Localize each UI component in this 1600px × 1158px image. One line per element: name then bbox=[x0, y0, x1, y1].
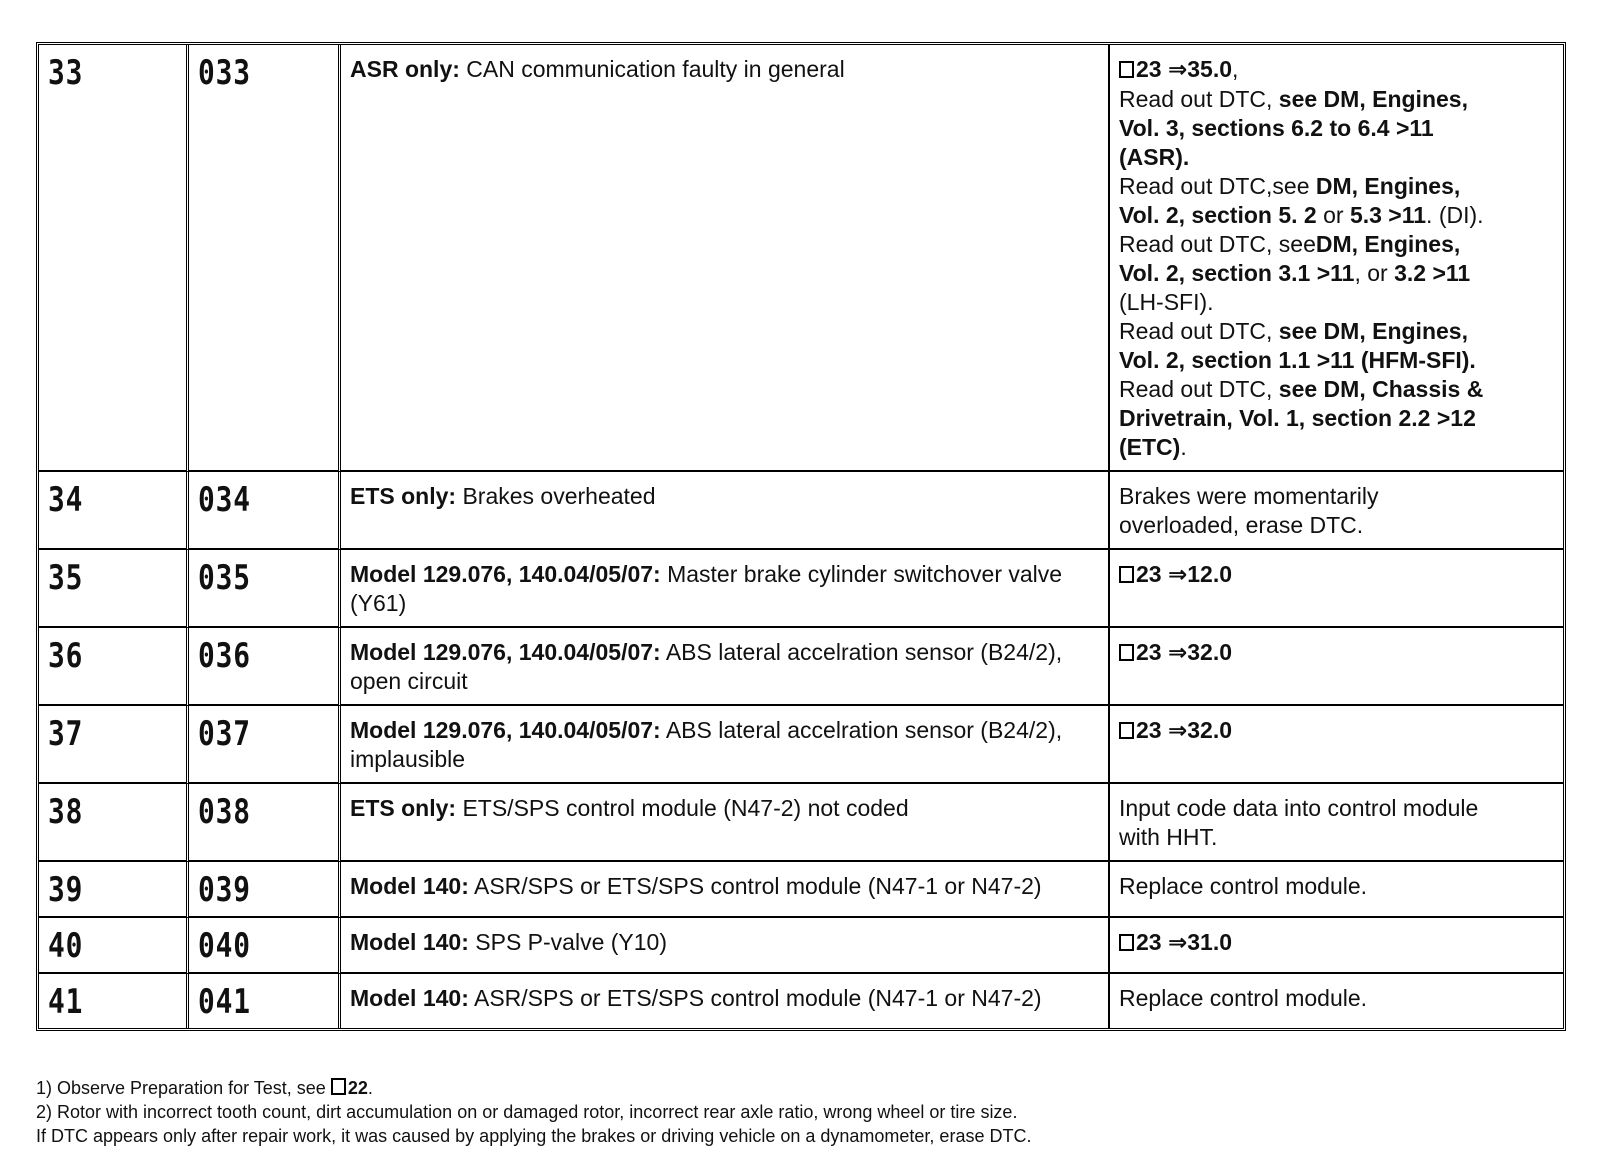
remedy-text: (ASR). bbox=[1119, 144, 1190, 170]
remedy-line bbox=[1119, 230, 1554, 259]
table-row bbox=[39, 472, 1563, 550]
dtc-table-sheet bbox=[36, 42, 1560, 1031]
table-row bbox=[39, 706, 1563, 784]
table-row bbox=[39, 918, 1563, 974]
cause-text: ABS lateral accelration sensor (B24/2), implausible bbox=[350, 717, 1069, 772]
cause-cell bbox=[341, 550, 1110, 628]
blink-code-cell bbox=[39, 974, 189, 1028]
hht-code-cell bbox=[189, 784, 341, 862]
remedy-text: Replace control module. bbox=[1119, 873, 1368, 899]
remedy-text: with HHT. bbox=[1119, 824, 1218, 850]
remedy-text: Vol. 2, section 5. 2 bbox=[1119, 202, 1317, 228]
remedy-text: overloaded, erase DTC. bbox=[1119, 512, 1364, 538]
remedy-text: 3.2 >11 bbox=[1394, 260, 1471, 286]
remedy-text: 23 bbox=[1136, 717, 1168, 743]
remedy-line bbox=[1119, 172, 1554, 201]
double-arrow-icon: ⇒ bbox=[1167, 718, 1188, 744]
cause-text: SPS P-valve (Y10) bbox=[468, 929, 668, 955]
remedy-cell bbox=[1110, 784, 1563, 862]
square-reference-icon bbox=[1119, 61, 1134, 78]
remedy-text: Drivetrain, Vol. 1, section 2.2 >12 bbox=[1119, 405, 1476, 431]
hht-code: 041 bbox=[198, 982, 251, 1022]
remedy-line bbox=[1119, 638, 1554, 668]
remedy-text: Replace control module. bbox=[1119, 985, 1368, 1011]
remedy-text: 5.3 >11 bbox=[1349, 202, 1427, 228]
remedy-cell bbox=[1110, 918, 1563, 974]
blink-code-cell bbox=[39, 628, 189, 706]
cause-cell bbox=[341, 472, 1110, 550]
remedy-line bbox=[1119, 511, 1554, 540]
remedy-text: 32.0 bbox=[1187, 717, 1233, 743]
cause-qualifier: Model 129.076, 140.04/05/07: bbox=[350, 561, 661, 587]
remedy-text: 31.0 bbox=[1187, 929, 1233, 955]
table-row bbox=[39, 862, 1563, 918]
hht-code-cell bbox=[189, 706, 341, 784]
remedy-text: Vol. 2, section 1.1 >11 (HFM-SFI). bbox=[1119, 347, 1476, 373]
square-reference-icon bbox=[1119, 934, 1134, 951]
blink-code: 33 bbox=[48, 53, 84, 93]
table-row bbox=[39, 974, 1563, 1028]
dtc-table-body bbox=[39, 45, 1563, 1028]
cause-text: ABS lateral accelration sensor (B24/2), open circuit bbox=[350, 639, 1069, 694]
blink-code-cell bbox=[39, 472, 189, 550]
remedy-line bbox=[1119, 55, 1554, 85]
hht-code: 035 bbox=[198, 558, 251, 598]
remedy-text: 23 bbox=[1136, 561, 1168, 587]
hht-code-cell bbox=[189, 974, 341, 1028]
remedy-text: . (DI). bbox=[1426, 202, 1484, 228]
remedy-line bbox=[1119, 716, 1554, 746]
cause-qualifier: Model 140: bbox=[350, 873, 469, 899]
footnote-2: 2) Rotor with incorrect tooth count, dirt accumulation on or damaged rotor, incorrect rear axle ratio, wrong wheel or tire size. bbox=[36, 1102, 1018, 1122]
footnote-1 bbox=[36, 1076, 1556, 1100]
remedy-text: see DM, Engines, bbox=[1278, 86, 1468, 112]
table-row bbox=[39, 784, 1563, 862]
cause-qualifier: ETS only: bbox=[350, 795, 457, 821]
cause-qualifier: Model 129.076, 140.04/05/07: bbox=[350, 717, 661, 743]
remedy-line bbox=[1119, 259, 1554, 288]
cause-text: CAN communication faulty in general bbox=[459, 56, 845, 82]
remedy-text: see DM, Chassis & bbox=[1278, 376, 1484, 402]
footnote-1-text: 1) Observe Preparation for Test, see bbox=[36, 1078, 331, 1098]
double-arrow-icon: ⇒ bbox=[1167, 640, 1188, 666]
remedy-text: Read out DTC, bbox=[1119, 86, 1279, 112]
blink-code-cell bbox=[39, 45, 189, 472]
cause-qualifier: ASR only: bbox=[350, 56, 460, 82]
remedy-line bbox=[1119, 928, 1554, 958]
blink-code: 41 bbox=[48, 982, 84, 1022]
remedy-line bbox=[1119, 346, 1554, 375]
remedy-cell bbox=[1110, 974, 1563, 1028]
table-row bbox=[39, 550, 1563, 628]
remedy-cell bbox=[1110, 550, 1563, 628]
square-reference-icon bbox=[1119, 644, 1134, 661]
blink-code: 38 bbox=[48, 792, 84, 832]
hht-code: 040 bbox=[198, 926, 251, 966]
cause-cell bbox=[341, 784, 1110, 862]
remedy-cell bbox=[1110, 45, 1563, 472]
hht-code: 039 bbox=[198, 870, 251, 910]
remedy-text: 35.0 bbox=[1187, 56, 1233, 82]
square-reference-icon bbox=[1119, 566, 1134, 583]
square-reference-icon bbox=[331, 1078, 346, 1095]
cause-cell bbox=[341, 918, 1110, 974]
remedy-line bbox=[1119, 143, 1554, 172]
cause-cell bbox=[341, 45, 1110, 472]
hht-code-cell bbox=[189, 862, 341, 918]
remedy-text: or bbox=[1316, 202, 1350, 228]
cause-text: ETS/SPS control module (N47-2) not coded bbox=[456, 795, 909, 821]
hht-code-cell bbox=[189, 472, 341, 550]
cause-text: Brakes overheated bbox=[456, 483, 656, 509]
remedy-line bbox=[1119, 114, 1554, 143]
footnote-3: If DTC appears only after repair work, it was caused by applying the brakes or driving vehicle on a dynamometer, erase DTC. bbox=[36, 1126, 1032, 1146]
remedy-cell bbox=[1110, 628, 1563, 706]
remedy-text: 12.0 bbox=[1187, 561, 1233, 587]
remedy-text: Read out DTC, bbox=[1119, 376, 1279, 402]
remedy-text: DM, Engines, bbox=[1315, 231, 1461, 257]
hht-code: 036 bbox=[198, 636, 251, 676]
cause-qualifier: Model 140: bbox=[350, 985, 469, 1011]
cause-cell bbox=[341, 628, 1110, 706]
remedy-text: Brakes were momentarily bbox=[1119, 483, 1379, 509]
table-row bbox=[39, 628, 1563, 706]
blink-code: 37 bbox=[48, 714, 84, 754]
hht-code-cell bbox=[189, 550, 341, 628]
cause-text: Master brake cylinder switchover valve (Y61) bbox=[350, 561, 1069, 616]
hht-code: 034 bbox=[198, 480, 251, 520]
double-arrow-icon: ⇒ bbox=[1167, 562, 1188, 588]
blink-code: 36 bbox=[48, 636, 84, 676]
remedy-text: 23 bbox=[1136, 56, 1168, 82]
remedy-text: 23 bbox=[1136, 929, 1168, 955]
remedy-text: Read out DTC, see bbox=[1119, 231, 1316, 257]
remedy-line bbox=[1119, 984, 1554, 1013]
remedy-text: (ETC) bbox=[1119, 434, 1181, 460]
cause-text: ASR/SPS or ETS/SPS control module (N47-1 or N47-2) bbox=[468, 873, 1042, 899]
remedy-line bbox=[1119, 433, 1554, 462]
remedy-cell bbox=[1110, 706, 1563, 784]
remedy-line bbox=[1119, 404, 1554, 433]
remedy-text: Vol. 3, sections 6.2 to 6.4 >11 bbox=[1119, 115, 1434, 141]
blink-code-cell bbox=[39, 918, 189, 974]
hht-code: 038 bbox=[198, 792, 251, 832]
remedy-line bbox=[1119, 201, 1554, 230]
cause-cell bbox=[341, 706, 1110, 784]
remedy-text: 32.0 bbox=[1187, 639, 1233, 665]
hht-code-cell bbox=[189, 628, 341, 706]
remedy-line bbox=[1119, 375, 1554, 404]
remedy-line bbox=[1119, 85, 1554, 114]
remedy-line bbox=[1119, 823, 1554, 852]
blink-code: 39 bbox=[48, 870, 84, 910]
remedy-text: Read out DTC, bbox=[1119, 318, 1279, 344]
remedy-text: , or bbox=[1354, 260, 1395, 286]
cause-qualifier: Model 129.076, 140.04/05/07: bbox=[350, 639, 661, 665]
cause-text: ASR/SPS or ETS/SPS control module (N47-1 or N47-2) bbox=[468, 985, 1042, 1011]
remedy-cell bbox=[1110, 472, 1563, 550]
cause-qualifier: ETS only: bbox=[350, 483, 457, 509]
remedy-text: , bbox=[1232, 56, 1239, 82]
cause-cell bbox=[341, 862, 1110, 918]
double-arrow-icon: ⇒ bbox=[1167, 57, 1188, 83]
table-row bbox=[39, 45, 1563, 472]
remedy-cell bbox=[1110, 862, 1563, 918]
remedy-line bbox=[1119, 288, 1554, 317]
blink-code: 40 bbox=[48, 926, 84, 966]
remedy-line bbox=[1119, 794, 1554, 823]
footnote-1-end: . bbox=[367, 1078, 373, 1098]
blink-code: 35 bbox=[48, 558, 84, 598]
remedy-line bbox=[1119, 482, 1554, 511]
remedy-text: Vol. 2, section 3.1 >11 bbox=[1119, 260, 1355, 286]
blink-code-cell bbox=[39, 862, 189, 918]
remedy-text: see DM, Engines, bbox=[1278, 318, 1468, 344]
blink-code-cell bbox=[39, 550, 189, 628]
square-reference-icon bbox=[1119, 722, 1134, 739]
footnotes bbox=[36, 1076, 1556, 1148]
remedy-text: Input code data into control module bbox=[1119, 795, 1479, 821]
blink-code-cell bbox=[39, 784, 189, 862]
dtc-table bbox=[36, 42, 1566, 1031]
cause-qualifier: Model 140: bbox=[350, 929, 469, 955]
cause-cell bbox=[341, 974, 1110, 1028]
remedy-text: . bbox=[1180, 434, 1187, 460]
double-arrow-icon: ⇒ bbox=[1167, 930, 1188, 956]
blink-code-cell bbox=[39, 706, 189, 784]
hht-code-cell bbox=[189, 918, 341, 974]
hht-code: 033 bbox=[198, 53, 251, 93]
remedy-text: DM, Engines, bbox=[1315, 173, 1461, 199]
remedy-text: Read out DTC,see bbox=[1119, 173, 1316, 199]
remedy-line bbox=[1119, 317, 1554, 346]
remedy-text: 23 bbox=[1136, 639, 1168, 665]
hht-code: 037 bbox=[198, 714, 251, 754]
remedy-text: (LH-SFI). bbox=[1119, 289, 1214, 315]
remedy-line bbox=[1119, 560, 1554, 590]
remedy-line bbox=[1119, 872, 1554, 901]
hht-code-cell bbox=[189, 45, 341, 472]
blink-code: 34 bbox=[48, 480, 84, 520]
footnote-1-ref: 22 bbox=[347, 1078, 368, 1098]
